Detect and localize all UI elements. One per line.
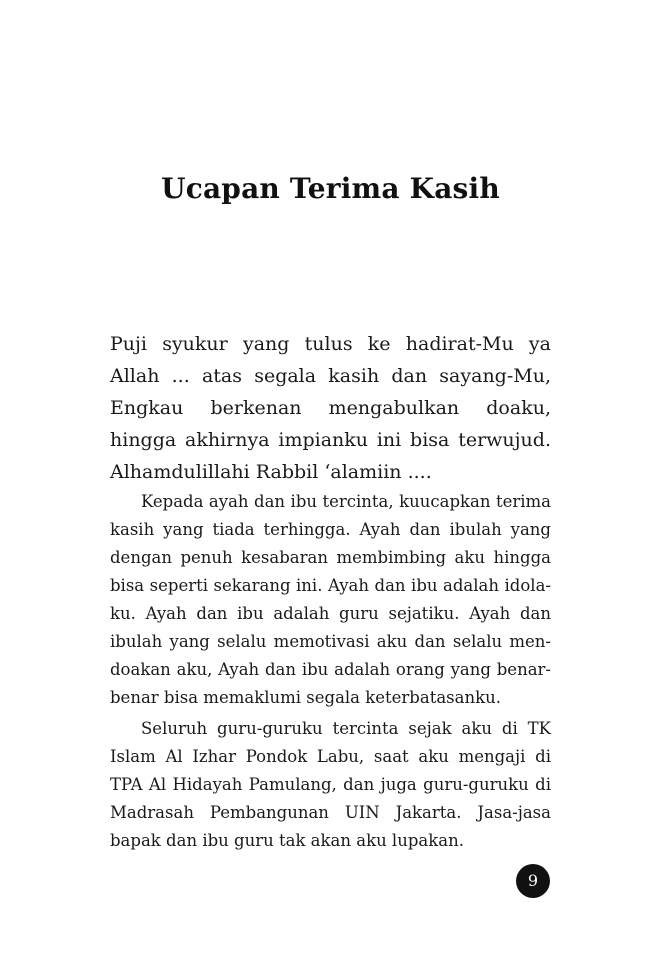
body-text xyxy=(110,488,551,858)
paragraph-parents: Kepada ayah dan ibu tercinta, kuucapkan terima kasih yang tiada terhingga. Ayah dan ibulah yang dengan penuh kesabaran membimbing aku hingga bisa seperti sekarang ini. Ayah dan ibu adalah idola-ku. Ayah dan ibu adalah guru sejatiku. Ayah dan ibulah yang selalu memotivasi aku dan selalu men-doakan aku, Ayah dan ibu adalah orang yang benar-benar bisa memaklumi segala keterbatasanku. xyxy=(110,492,551,707)
page-title: Ucapan Terima Kasih xyxy=(161,172,500,205)
page-number-badge: 9 xyxy=(516,864,550,898)
paragraph-teachers: Seluruh guru-guruku tercinta sejak aku di TK Islam Al Izhar Pondok Labu, saat aku mengaji di TPA Al Hidayah Pamulang, dan juga guru-guruku di Madrasah Pembangunan UIN Jakarta. Jasa-jasa bapak dan ibu guru tak akan aku lupakan. xyxy=(110,719,551,850)
intro-paragraph: Puji syukur yang tulus ke hadirat-Mu ya Allah ... atas segala kasih dan sayang-Mu, Engkau berkenan mengabulkan doaku, hingga akhirnya impianku ini bisa terwujud. Alhamdulillahi Rabbil ‘alamiin .... xyxy=(110,333,551,483)
